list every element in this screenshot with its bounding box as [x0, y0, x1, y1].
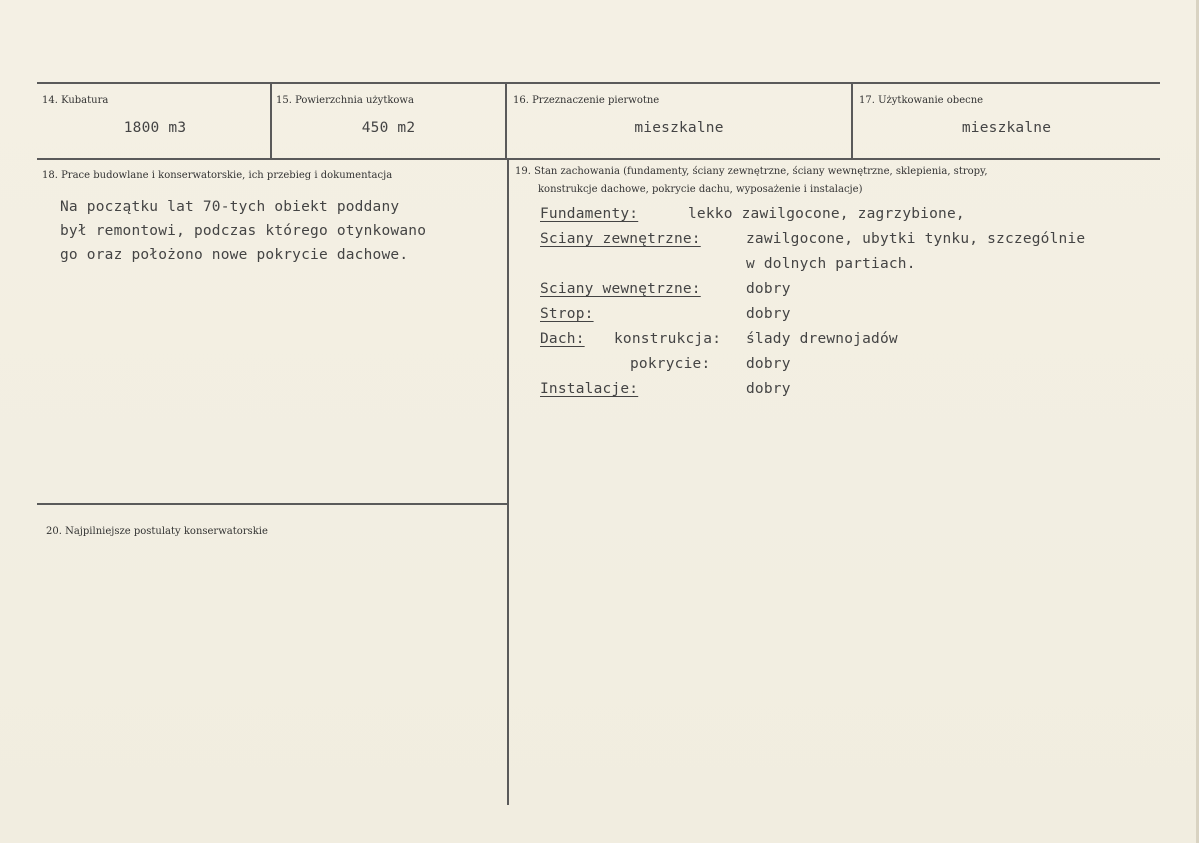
field-15-value: 450 m2 [361, 120, 416, 136]
sciany-zewnetrzne-value-2: w dolnych partiach. [746, 256, 916, 272]
sciany-zewnetrzne-value-1: zawilgocone, ubytki tynku, szczególnie [746, 231, 1086, 247]
fundamenty-value: lekko zawilgocone, zagrzybione, [688, 206, 965, 222]
field-18-line-3: go oraz położono nowe pokrycie dachowe. [60, 247, 409, 263]
dach-pokrycie-key: pokrycie: [630, 356, 711, 372]
dach-konstrukcja-value: ślady drewnojadów [746, 331, 898, 347]
field-19-label-line-2: konstrukcje dachowe, pokrycie dachu, wyposażenie i instalacje) [538, 184, 863, 195]
field-15-label: 15. Powierzchnia użytkowa [276, 95, 414, 106]
instalacje-key: Instalacje: [540, 381, 639, 397]
field-18-label: 18. Prace budowlane i konserwatorskie, ich przebieg i dokumentacja [42, 170, 393, 181]
dach-pokrycie-value: dobry [746, 356, 791, 372]
sciany-zewnetrzne-key: Sciany zewnętrzne: [540, 231, 701, 247]
top-rule [37, 82, 1160, 84]
divider-left-right [507, 160, 509, 805]
strop-key: Strop: [540, 306, 594, 322]
field-16-label: 16. Przeznaczenie pierwotne [513, 95, 660, 106]
fundamenty-key: Fundamenty: [540, 206, 639, 222]
sciany-wewnetrzne-value: dobry [746, 281, 791, 297]
field-14-label: 14. Kubatura [42, 95, 109, 106]
field-18-line-1: Na początku lat 70-tych obiekt poddany [60, 199, 400, 215]
header-bottom-rule [37, 158, 1160, 160]
instalacje-value: dobry [746, 381, 791, 397]
field-19-label-line-1: 19. Stan zachowania (fundamenty, ściany zewnętrzne, ściany wewnętrzne, sklepienia, stropy, [515, 166, 988, 177]
strop-value: dobry [746, 306, 791, 322]
dach-konstrukcja-key: konstrukcja: [614, 331, 722, 347]
field-16-value: mieszkalne [634, 120, 724, 136]
field-17-label: 17. Użytkowanie obecne [859, 95, 984, 106]
field-18-bottom-rule [37, 503, 507, 505]
field-18-line-2: był remontowi, podczas którego otynkowano [60, 223, 427, 239]
sciany-wewnetrzne-key: Sciany wewnętrzne: [540, 281, 701, 297]
field-20-label: 20. Najpilniejsze postulaty konserwatorskie [46, 526, 268, 537]
field-14-value: 1800 m3 [123, 120, 187, 136]
field-17-value: mieszkalne [961, 120, 1052, 136]
dach-key: Dach: [540, 331, 585, 347]
